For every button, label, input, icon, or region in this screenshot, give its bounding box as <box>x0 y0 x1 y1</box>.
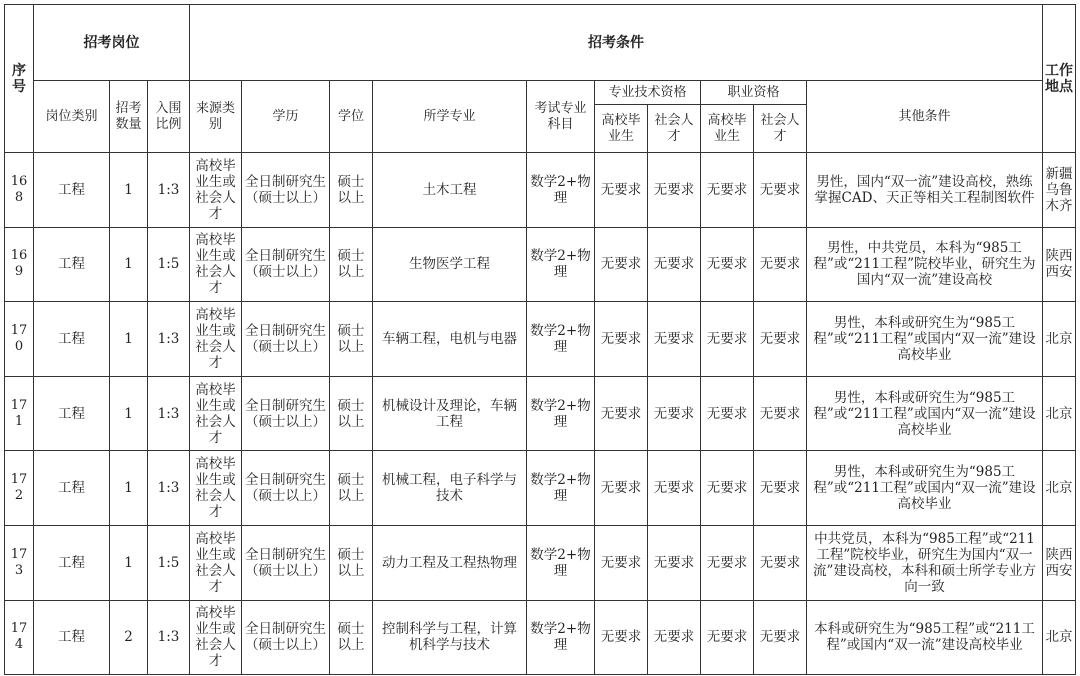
cell-exam: 数学2+物理 <box>527 525 595 600</box>
header-ratio: 入围比例 <box>148 81 190 153</box>
header-source-type: 来源类别 <box>190 81 242 153</box>
cell-no: 170 <box>5 302 34 377</box>
cell-quota: 1 <box>110 525 148 600</box>
cell-degree: 硕士以上 <box>330 525 373 600</box>
header-position-type: 岗位类别 <box>34 81 110 153</box>
cell-vq-social: 无要求 <box>754 153 807 228</box>
cell-major: 土木工程 <box>373 153 527 228</box>
cell-ratio: 1:5 <box>148 227 190 302</box>
cell-vq-social: 无要求 <box>754 302 807 377</box>
header-exam-subjects: 考试专业科目 <box>527 81 595 153</box>
header-degree: 学位 <box>330 81 373 153</box>
cell-education: 全日制研究生（硕士以上） <box>242 451 330 526</box>
cell-exam: 数学2+物理 <box>527 451 595 526</box>
cell-vq-school: 无要求 <box>701 600 754 675</box>
cell-major: 车辆工程，电机与电器 <box>373 302 527 377</box>
cell-degree: 硕士以上 <box>330 227 373 302</box>
cell-no: 171 <box>5 376 34 451</box>
header-vq-school-grad: 高校毕业生 <box>701 105 754 153</box>
header-other-conditions: 其他条件 <box>807 81 1043 153</box>
table-body <box>5 153 1076 675</box>
table-row <box>5 376 1076 451</box>
cell-other: 中共党员，本科为“985工程”或“211工程”院校毕业，研究生为国内“双一流”建设高校，本科和硕士所学专业方向一致 <box>807 525 1043 600</box>
cell-type: 工程 <box>34 376 110 451</box>
cell-source: 高校毕业生或社会人才 <box>190 227 242 302</box>
header-pt-school-grad: 高校毕业生 <box>595 105 648 153</box>
cell-type: 工程 <box>34 600 110 675</box>
cell-ratio: 1:3 <box>148 302 190 377</box>
cell-location: 新疆乌鲁木齐 <box>1043 153 1076 228</box>
cell-pt-school: 无要求 <box>595 376 648 451</box>
header-pt-social-talent: 社会人才 <box>648 105 701 153</box>
cell-location: 北京 <box>1043 376 1076 451</box>
cell-pt-school: 无要求 <box>595 153 648 228</box>
cell-vq-social: 无要求 <box>754 451 807 526</box>
cell-source: 高校毕业生或社会人才 <box>190 451 242 526</box>
cell-degree: 硕士以上 <box>330 376 373 451</box>
cell-ratio: 1:3 <box>148 451 190 526</box>
cell-vq-school: 无要求 <box>701 376 754 451</box>
cell-major: 控制科学与工程，计算机科学与技术 <box>373 600 527 675</box>
table-row <box>5 302 1076 377</box>
cell-education: 全日制研究生（硕士以上） <box>242 600 330 675</box>
cell-quota: 1 <box>110 451 148 526</box>
cell-degree: 硕士以上 <box>330 153 373 228</box>
cell-other: 男性，本科或研究生为“985工程”或“211工程”或国内“双一流”建设高校毕业 <box>807 302 1043 377</box>
cell-exam: 数学2+物理 <box>527 376 595 451</box>
cell-vq-social: 无要求 <box>754 600 807 675</box>
cell-type: 工程 <box>34 302 110 377</box>
cell-quota: 1 <box>110 376 148 451</box>
table-row <box>5 600 1076 675</box>
cell-degree: 硕士以上 <box>330 451 373 526</box>
cell-type: 工程 <box>34 451 110 526</box>
cell-exam: 数学2+物理 <box>527 227 595 302</box>
cell-type: 工程 <box>34 153 110 228</box>
cell-location: 北京 <box>1043 451 1076 526</box>
cell-vq-social: 无要求 <box>754 376 807 451</box>
header-education: 学历 <box>242 81 330 153</box>
cell-education: 全日制研究生（硕士以上） <box>242 376 330 451</box>
table-header <box>5 5 1076 153</box>
cell-ratio: 1:3 <box>148 600 190 675</box>
cell-source: 高校毕业生或社会人才 <box>190 302 242 377</box>
cell-major: 机械设计及理论，车辆工程 <box>373 376 527 451</box>
header-group-conditions: 招考条件 <box>190 5 1043 81</box>
table-row <box>5 451 1076 526</box>
cell-no: 169 <box>5 227 34 302</box>
cell-pt-school: 无要求 <box>595 525 648 600</box>
cell-major: 动力工程及工程热物理 <box>373 525 527 600</box>
cell-ratio: 1:3 <box>148 376 190 451</box>
cell-pt-social: 无要求 <box>648 153 701 228</box>
header-vq-social-talent: 社会人才 <box>754 105 807 153</box>
cell-vq-social: 无要求 <box>754 525 807 600</box>
cell-pt-social: 无要求 <box>648 600 701 675</box>
table-row <box>5 525 1076 600</box>
header-quota: 招考数量 <box>110 81 148 153</box>
cell-education: 全日制研究生（硕士以上） <box>242 153 330 228</box>
cell-pt-school: 无要求 <box>595 451 648 526</box>
cell-pt-social: 无要求 <box>648 227 701 302</box>
cell-pt-school: 无要求 <box>595 227 648 302</box>
cell-source: 高校毕业生或社会人才 <box>190 525 242 600</box>
cell-no: 168 <box>5 153 34 228</box>
cell-exam: 数学2+物理 <box>527 302 595 377</box>
cell-other: 男性，中共党员，本科为“985工程”或“211工程”院校毕业，研究生为国内“双一流”建设高校 <box>807 227 1043 302</box>
cell-pt-school: 无要求 <box>595 302 648 377</box>
cell-other: 本科或研究生为“985工程”或“211工程”或国内“双一流”建设高校毕业 <box>807 600 1043 675</box>
cell-education: 全日制研究生（硕士以上） <box>242 227 330 302</box>
cell-no: 173 <box>5 525 34 600</box>
cell-vq-social: 无要求 <box>754 227 807 302</box>
cell-no: 174 <box>5 600 34 675</box>
cell-pt-social: 无要求 <box>648 376 701 451</box>
header-vocational-qual: 职业资格 <box>701 81 807 105</box>
cell-other: 男性，本科或研究生为“985工程”或“211工程”或国内“双一流”建设高校毕业 <box>807 376 1043 451</box>
table-row <box>5 227 1076 302</box>
cell-location: 北京 <box>1043 600 1076 675</box>
cell-type: 工程 <box>34 227 110 302</box>
cell-source: 高校毕业生或社会人才 <box>190 153 242 228</box>
cell-exam: 数学2+物理 <box>527 153 595 228</box>
cell-quota: 1 <box>110 227 148 302</box>
cell-no: 172 <box>5 451 34 526</box>
cell-degree: 硕士以上 <box>330 302 373 377</box>
cell-vq-school: 无要求 <box>701 302 754 377</box>
cell-source: 高校毕业生或社会人才 <box>190 376 242 451</box>
cell-location: 陕西西安 <box>1043 227 1076 302</box>
cell-vq-school: 无要求 <box>701 227 754 302</box>
cell-vq-school: 无要求 <box>701 451 754 526</box>
cell-other: 男性，本科或研究生为“985工程”或“211工程”或国内“双一流”建设高校毕业 <box>807 451 1043 526</box>
cell-pt-social: 无要求 <box>648 302 701 377</box>
cell-education: 全日制研究生（硕士以上） <box>242 525 330 600</box>
cell-quota: 1 <box>110 153 148 228</box>
cell-ratio: 1:3 <box>148 153 190 228</box>
cell-pt-social: 无要求 <box>648 525 701 600</box>
cell-major: 机械工程，电子科学与技术 <box>373 451 527 526</box>
cell-exam: 数学2+物理 <box>527 600 595 675</box>
cell-type: 工程 <box>34 525 110 600</box>
header-major: 所学专业 <box>373 81 527 153</box>
cell-education: 全日制研究生（硕士以上） <box>242 302 330 377</box>
cell-other: 男性，国内“双一流”建设高校，熟练掌握CAD、天正等相关工程制图软件 <box>807 153 1043 228</box>
header-group-position: 招考岗位 <box>34 5 190 81</box>
recruitment-table <box>4 4 1076 675</box>
cell-source: 高校毕业生或社会人才 <box>190 600 242 675</box>
header-prof-tech-qual: 专业技术资格 <box>595 81 701 105</box>
cell-location: 陕西西安 <box>1043 525 1076 600</box>
cell-degree: 硕士以上 <box>330 600 373 675</box>
cell-vq-school: 无要求 <box>701 525 754 600</box>
cell-quota: 2 <box>110 600 148 675</box>
cell-pt-social: 无要求 <box>648 451 701 526</box>
table-row <box>5 153 1076 228</box>
header-seq: 序号 <box>5 5 34 153</box>
cell-ratio: 1:5 <box>148 525 190 600</box>
cell-pt-school: 无要求 <box>595 600 648 675</box>
cell-vq-school: 无要求 <box>701 153 754 228</box>
cell-location: 北京 <box>1043 302 1076 377</box>
cell-major: 生物医学工程 <box>373 227 527 302</box>
cell-quota: 1 <box>110 302 148 377</box>
header-work-location: 工作地点 <box>1043 5 1076 153</box>
